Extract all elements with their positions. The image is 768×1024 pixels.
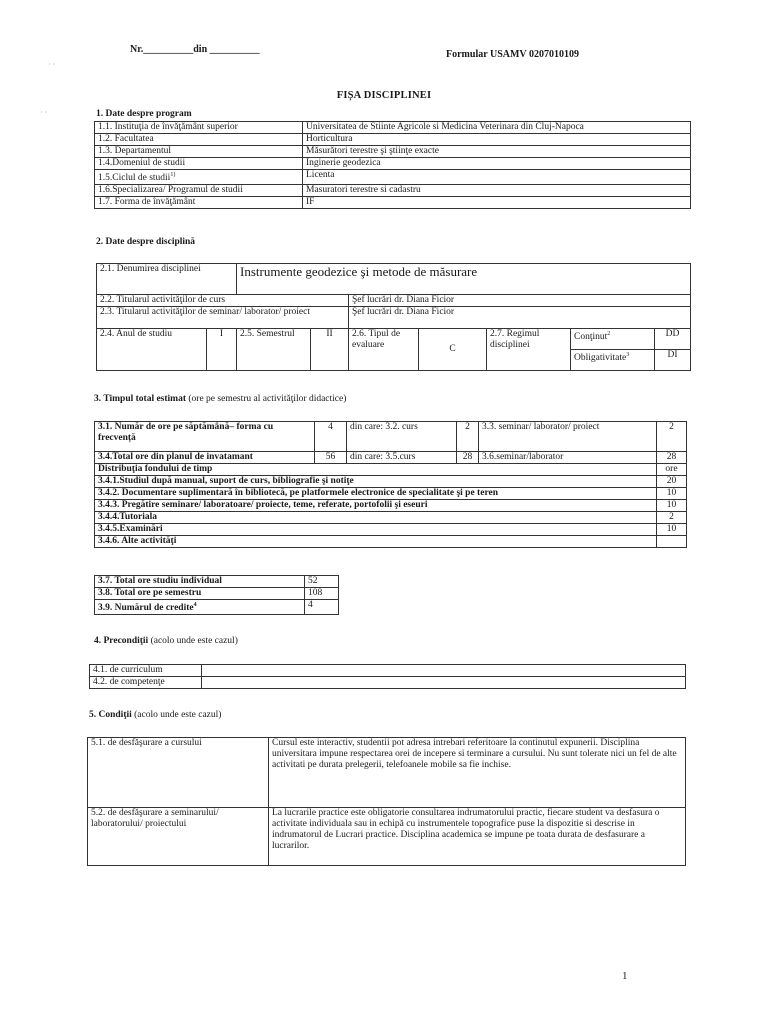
study-year-label: 2.4. Anul de studiu — [97, 329, 207, 371]
precondition-label: 4.1. de curriculum — [90, 665, 202, 677]
obligation-label: Obligativitate$^3$ — [571, 350, 655, 371]
table-row — [95, 122, 691, 134]
total-course-label: din care: 3.5.curs — [347, 452, 457, 464]
row-value: Inginerie geodezica — [303, 158, 691, 170]
table-row — [95, 588, 339, 600]
activity-label: 3.4.1.Studiul după manual, suport de curs, bibliografie şi notiţe — [95, 476, 657, 488]
total-label: 3.9. Numărul de credite$^4$ — [95, 600, 305, 615]
row-label: 1.4.Domeniul de studii — [95, 158, 303, 170]
row-label: 1.2. Facultatea — [95, 134, 303, 146]
discipline-name-label: 2.1. Denumirea disciplinei — [97, 264, 237, 295]
seminar-holder-value: Şef lucrări dr. Diana Ficior — [349, 307, 691, 329]
seminar-conditions-value: La lucrarile practice este obligatorie consultarea indrumatorului practic, fiecare student va desfasura o activitate individuala sau in echipă cu instrumentele topografice puse la dispozitie si descrise in indrumatorul de Lucrari practice. Disciplina academica se impune pe toata durata de desfasurare a lucrarilor. — [269, 808, 686, 866]
time-distribution-label: Distribuţia fondului de timp — [95, 464, 657, 476]
discipline-table — [96, 263, 691, 371]
program-table — [94, 121, 691, 209]
precondition-value — [202, 677, 686, 689]
section-4-title: 4. Precondiţii (acolo unde este cazul) — [94, 636, 238, 646]
activity-hours: 20 — [657, 476, 687, 488]
total-value: 108 — [305, 588, 339, 600]
section-5-title: 5. Condiţii (acolo unde este cazul) — [89, 710, 222, 720]
conditions-table — [87, 737, 686, 866]
total-hours-value: 56 — [315, 452, 347, 464]
seminar-conditions-label: 5.2. de desfăşurare a seminarului/ laboratorului/ proiectului — [88, 808, 269, 866]
activity-label: 3.4.5.Examinări — [95, 524, 657, 536]
course-conditions-label: 5.1. de desfăşurare a cursului — [88, 738, 269, 808]
registration-number-line: Nr.__________din __________ — [130, 44, 260, 55]
row-value: Măsurători terestre şi ştiinţe exacte — [303, 146, 691, 158]
semester-value: II — [311, 329, 349, 371]
total-course-value: 28 — [457, 452, 479, 464]
seminar-holder-label: 2.3. Titularul activităţilor de seminar/ laborator/ proiect — [97, 307, 349, 329]
row-label: 1.6.Specializarea/ Programul de studii — [95, 185, 303, 197]
form-code: Formular USAMV 0207010109 — [446, 49, 579, 60]
time-totals-table — [94, 575, 339, 615]
seminar-hours-label: 3.3. seminar/ laborator/ proiect — [479, 422, 657, 452]
activity-hours: 10 — [657, 488, 687, 500]
total-value: 4 — [305, 600, 339, 615]
table-row — [95, 185, 691, 197]
row-value: Masuratori terestre si cadastru — [303, 185, 691, 197]
hours-per-week-value: 4 — [315, 422, 347, 452]
table-row — [95, 422, 687, 452]
time-distribution-unit: ore — [657, 464, 687, 476]
table-row — [95, 146, 691, 158]
discipline-name-value: Instrumente geodezice şi metode de măsurare — [237, 264, 691, 295]
evaluation-label: 2.6. Tipul de evaluare — [349, 329, 419, 371]
activity-label: 3.4.6. Alte activităţi — [95, 536, 657, 548]
table-row — [95, 576, 339, 588]
table-row — [88, 738, 686, 808]
table-row — [95, 464, 687, 476]
course-holder-value: Şef lucrări dr. Diana Ficior — [349, 295, 691, 307]
preconditions-table — [89, 664, 686, 689]
row-value: Horticultura — [303, 134, 691, 146]
table-row — [95, 500, 687, 512]
precondition-label: 4.2. de competenţe — [90, 677, 202, 689]
table-row — [95, 197, 691, 209]
table-row — [97, 295, 691, 307]
row-value: IF — [303, 197, 691, 209]
content-label: Conţinut$^2$ — [571, 329, 655, 350]
course-conditions-value: Cursul este interactiv, studentii pot adresa intrebari referitoare la continutul expunerii. Disciplina universitara impune respectarea orei de incepere si terminare a cursului. Nu sunt tolerate nici un fel de alte activitati pe durata prelegerii, telefoanele mobile sa fie inchise. — [269, 738, 686, 808]
scan-artifact: · · — [48, 60, 56, 69]
time-estimate-table — [94, 421, 687, 548]
section-2-title: 2. Date despre disciplină — [96, 237, 196, 247]
page-number: 1 — [622, 970, 628, 982]
total-seminar-value: 28 — [657, 452, 687, 464]
table-row — [97, 329, 691, 350]
content-value: DD — [655, 329, 691, 350]
course-holder-label: 2.2. Titularul activităţilor de curs — [97, 295, 349, 307]
regime-label: 2.7. Regimul disciplinei — [487, 329, 571, 371]
course-hours-value: 2 — [457, 422, 479, 452]
row-label: 1.5.Ciclul de studii$^{1)}$ — [95, 170, 303, 185]
table-row — [97, 264, 691, 295]
table-row — [95, 134, 691, 146]
table-row — [95, 170, 691, 185]
row-label: 1.1. Instituţia de învăţământ superior — [95, 122, 303, 134]
row-label: 1.7. Forma de învăţământ — [95, 197, 303, 209]
table-row — [90, 665, 686, 677]
table-row — [95, 512, 687, 524]
total-seminar-label: 3.6.seminar/laborator — [479, 452, 657, 464]
table-row — [95, 524, 687, 536]
evaluation-value: C — [419, 329, 487, 371]
table-row — [95, 488, 687, 500]
activity-label: 3.4.4.Tutoriala — [95, 512, 657, 524]
section-3-title: 3. Timpul total estimat (ore pe semestru al activităţilor didactice) — [94, 394, 347, 404]
activity-hours: 2 — [657, 512, 687, 524]
activity-label: 3.4.3. Pregătire seminare/ laboratoare/ proiecte, teme, referate, portofolii şi eseuri — [95, 500, 657, 512]
activity-hours — [657, 536, 687, 548]
activity-hours: 10 — [657, 500, 687, 512]
semester-label: 2.5. Semestrul — [237, 329, 311, 371]
total-hours-label: 3.4.Total ore din planul de invatamant — [95, 452, 315, 464]
seminar-hours-value: 2 — [657, 422, 687, 452]
table-row — [90, 677, 686, 689]
total-value: 52 — [305, 576, 339, 588]
course-hours-label: din care: 3.2. curs — [347, 422, 457, 452]
section-1-title: 1. Date despre program — [96, 109, 192, 119]
activity-hours: 10 — [657, 524, 687, 536]
row-value: Universitatea de Stiinte Agricole si Medicina Veterinara din Cluj-Napoca — [303, 122, 691, 134]
total-label: 3.7. Total ore studiu individual — [95, 576, 305, 588]
total-label: 3.8. Total ore pe semestru — [95, 588, 305, 600]
scan-artifact: · · — [40, 108, 48, 117]
hours-per-week-label: 3.1. Număr de ore pe săptămână– forma cu frecvență — [95, 422, 315, 452]
table-row — [95, 536, 687, 548]
activity-label: 3.4.2. Documentare suplimentară în bibliotecă, pe platformele electronice de specialitate şi pe teren — [95, 488, 657, 500]
obligation-value: DI — [655, 350, 691, 371]
table-row — [95, 476, 687, 488]
table-row — [95, 600, 339, 615]
row-label: 1.3. Departamentul — [95, 146, 303, 158]
study-year-value: I — [207, 329, 237, 371]
row-value: Licenta — [303, 170, 691, 185]
table-row — [88, 808, 686, 866]
document-title: FIȘA DISCIPLINEI — [336, 90, 432, 101]
table-row — [95, 158, 691, 170]
table-row — [97, 307, 691, 329]
precondition-value — [202, 665, 686, 677]
table-row — [95, 452, 687, 464]
